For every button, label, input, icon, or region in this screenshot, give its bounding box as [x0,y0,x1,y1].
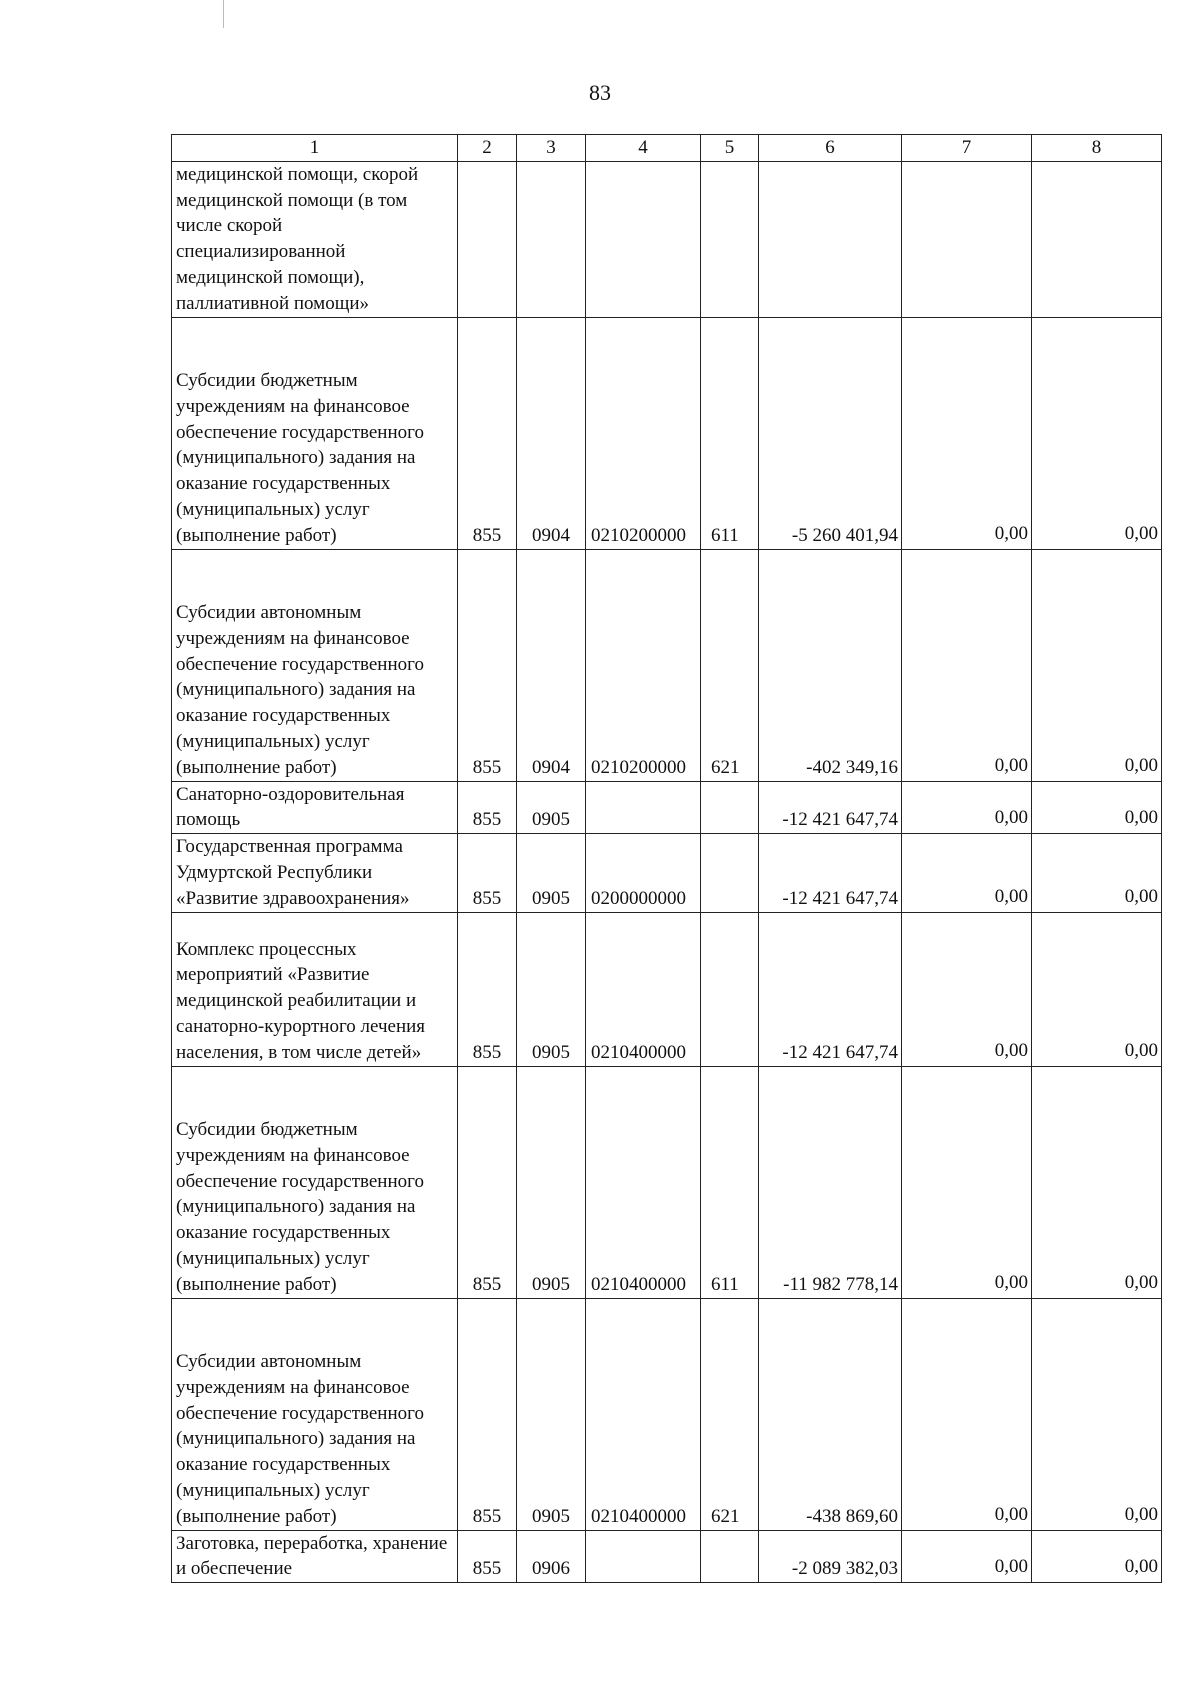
row-name-cell: Субсидии автономным учреждениям на финансовое обеспечение государственного (муниципального) задания на оказание государственных (муниципальных) услуг (выполнение работ) [172,549,458,781]
row-cell-8 [1032,549,1162,781]
row-cell-7 [902,1066,1032,1298]
row-value-7: 0,00 [994,1039,1028,1061]
row-value-8: 0,00 [1124,522,1158,544]
header-cell-8: 8 [1032,135,1162,162]
row-value-8: 0,00 [1124,885,1158,907]
row-value-8: 0,00 [1124,1039,1158,1061]
row-cell-7 [902,317,1032,549]
row-cell-4 [586,161,701,317]
row-cell-5 [701,161,759,317]
row-cell-5 [701,781,759,834]
row-cell-8 [1032,1066,1162,1298]
row-cell-8 [1032,1530,1162,1583]
row-cell-4: 0200000000 [586,834,701,912]
row-cell-6: -12 421 647,74 [759,912,902,1066]
row-name-cell: Субсидии автономным учреждениям на финансовое обеспечение государственного (муниципального) задания на оказание государственных (муниципальных) услуг (выполнение работ) [172,1298,458,1530]
table-body [172,135,1162,1583]
table-row [172,834,1162,912]
row-cell-2: 855 [458,781,517,834]
row-name-cell: медицинской помощи, скорой медицинской помощи (в том числе скорой специализированной медицинской помощи), паллиативной помощи» [172,161,458,317]
row-cell-3: 0904 [517,549,586,781]
row-cell-8 [1032,161,1162,317]
row-cell-2: 855 [458,549,517,781]
row-cell-4: 0210400000 [586,1298,701,1530]
budget-table [171,134,1162,1583]
row-cell-5: 621 [701,549,759,781]
row-value-8: 0,00 [1124,1503,1158,1525]
row-value-7: 0,00 [994,1556,1028,1578]
table-row [172,781,1162,834]
row-cell-3: 0905 [517,834,586,912]
row-value-8: 0,00 [1124,754,1158,776]
row-cell-3: 0906 [517,1530,586,1583]
header-cell-5: 5 [701,135,759,162]
row-cell-4 [586,1530,701,1583]
row-cell-6: -12 421 647,74 [759,781,902,834]
row-cell-2 [458,161,517,317]
row-name-cell: Субсидии бюджетным учреждениям на финансовое обеспечение государственного (муниципального) задания на оказание государственных (муниципальных) услуг (выполнение работ) [172,1066,458,1298]
page-number: 83 [589,80,611,105]
row-cell-7 [902,1298,1032,1530]
row-cell-3: 0905 [517,1066,586,1298]
row-cell-3: 0904 [517,317,586,549]
row-cell-5 [701,834,759,912]
row-cell-2: 855 [458,834,517,912]
row-cell-6: -402 349,16 [759,549,902,781]
row-cell-6: -11 982 778,14 [759,1066,902,1298]
row-cell-6: -12 421 647,74 [759,834,902,912]
header-row [172,135,1162,162]
row-name-cell: Государственная программа Удмуртской Республики «Развитие здравоохранения» [172,834,458,912]
row-cell-3: 0905 [517,781,586,834]
row-cell-2: 855 [458,317,517,549]
table-row [172,1530,1162,1583]
row-cell-5: 611 [701,1066,759,1298]
row-value-7: 0,00 [994,885,1028,907]
row-cell-2: 855 [458,912,517,1066]
row-value-8: 0,00 [1124,1271,1158,1293]
table-row [172,549,1162,781]
row-cell-4: 0210200000 [586,549,701,781]
row-cell-6: -438 869,60 [759,1298,902,1530]
row-cell-6 [759,161,902,317]
row-cell-7 [902,161,1032,317]
row-cell-5 [701,1530,759,1583]
row-cell-2: 855 [458,1066,517,1298]
header-cell-2: 2 [458,135,517,162]
row-cell-3: 0905 [517,912,586,1066]
row-name-cell: Комплекс процессных мероприятий «Развитие медицинской реабилитации и санаторно-курортного лечения населения, в том числе детей» [172,912,458,1066]
row-cell-6: -5 260 401,94 [759,317,902,549]
row-cell-7 [902,834,1032,912]
row-value-7: 0,00 [994,1271,1028,1293]
table-row [172,161,1162,317]
row-cell-8 [1032,834,1162,912]
row-cell-4: 0210200000 [586,317,701,549]
row-cell-8 [1032,317,1162,549]
header-cell-4: 4 [586,135,701,162]
header-cell-6: 6 [759,135,902,162]
table-row [172,1066,1162,1298]
row-cell-7 [902,781,1032,834]
row-value-8: 0,00 [1124,807,1158,829]
row-cell-2: 855 [458,1298,517,1530]
row-value-8: 0,00 [1124,1556,1158,1578]
row-cell-4 [586,781,701,834]
row-value-7: 0,00 [994,522,1028,544]
row-cell-8 [1032,1298,1162,1530]
header-cell-7: 7 [902,135,1032,162]
row-cell-7 [902,549,1032,781]
table-row [172,1298,1162,1530]
row-name-cell: Субсидии бюджетным учреждениям на финансовое обеспечение государственного (муниципального) задания на оказание государственных (муниципальных) услуг (выполнение работ) [172,317,458,549]
row-cell-5: 621 [701,1298,759,1530]
row-cell-8 [1032,912,1162,1066]
row-cell-6: -2 089 382,03 [759,1530,902,1583]
row-cell-2: 855 [458,1530,517,1583]
row-cell-3: 0905 [517,1298,586,1530]
row-cell-4: 0210400000 [586,1066,701,1298]
header-cell-1: 1 [172,135,458,162]
row-value-7: 0,00 [994,1503,1028,1525]
header-cell-3: 3 [517,135,586,162]
row-cell-5 [701,912,759,1066]
row-cell-5: 611 [701,317,759,549]
row-cell-4: 0210400000 [586,912,701,1066]
scan-mark [223,0,224,28]
row-cell-7 [902,1530,1032,1583]
row-cell-7 [902,912,1032,1066]
row-value-7: 0,00 [994,754,1028,776]
row-value-7: 0,00 [994,807,1028,829]
row-cell-8 [1032,781,1162,834]
table-row [172,317,1162,549]
row-cell-3 [517,161,586,317]
table-row [172,912,1162,1066]
row-name-cell: Заготовка, переработка, хранение и обеспечение [172,1530,458,1583]
row-name-cell: Санаторно-оздоровительная помощь [172,781,458,834]
